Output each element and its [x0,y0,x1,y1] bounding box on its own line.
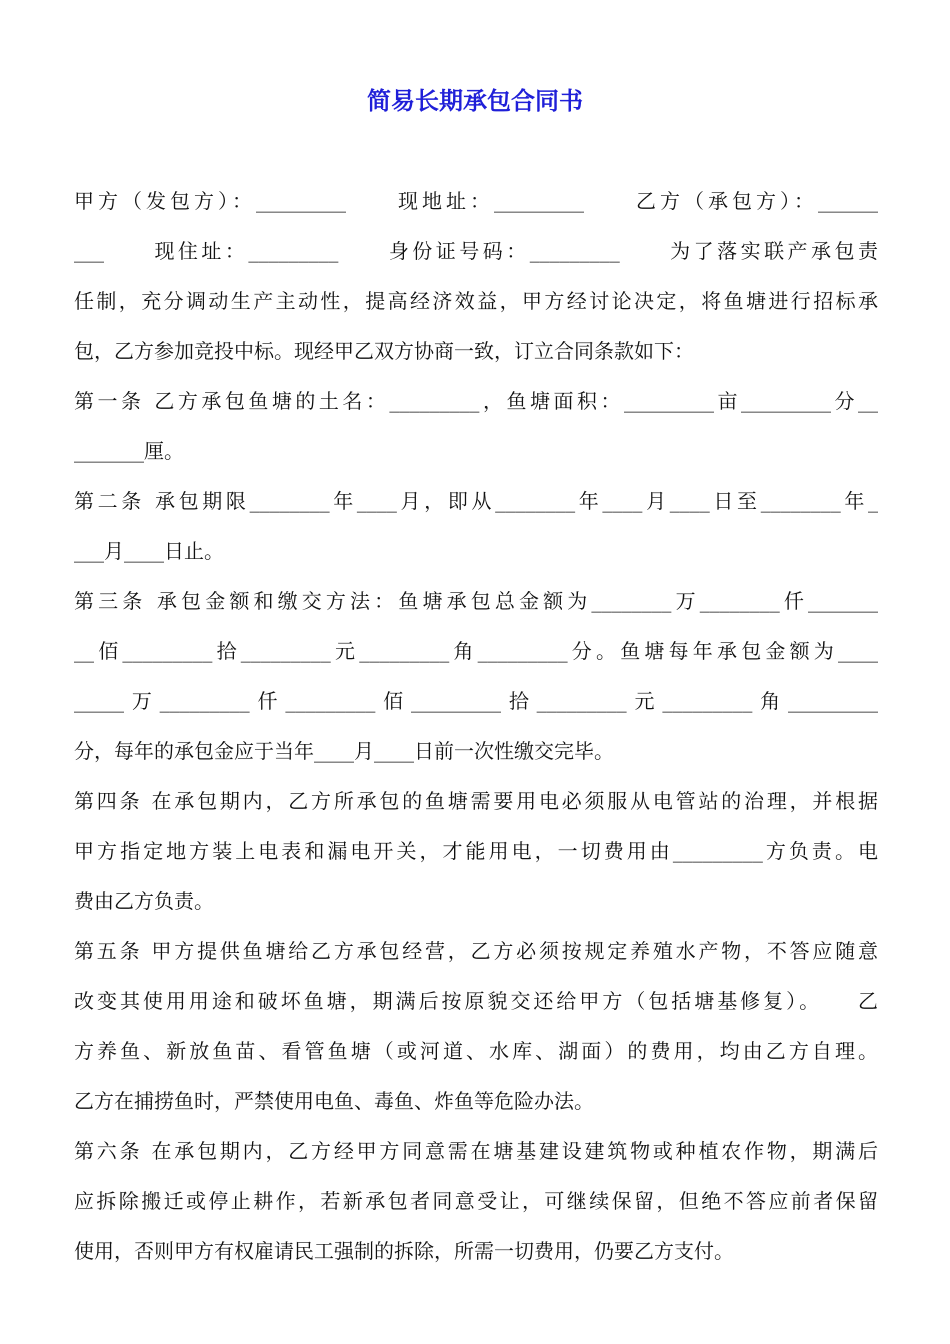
clause-3-line: 第三条 承包金额和缴交方法：鱼塘承包总金额为________万________仟_______ [74,589,878,613]
clause-4-line-2: 甲方指定地方装上电表和漏电开关，才能用电，一切费用由_________方负责。电 [74,839,878,863]
text-line-intro-end: 包，乙方参加竞投中标。现经甲乙双方协商一致，订立合同条款如下： [74,339,694,363]
clause-5-line-end: 乙方在捕捞鱼时，严禁使用电鱼、毒鱼、炸鱼等危险办法。 [74,1089,594,1113]
document-title: 简易长期承包合同书 [367,87,583,115]
clause-5-line: 第五条 甲方提供鱼塘给乙方承包经营，乙方必须按规定养殖水产物，不答应随意 [74,939,878,963]
clause-6-line-end: 使用，否则甲方有权雇请民工强制的拆除，所需一切费用，仍要乙方支付。 [74,1239,734,1263]
clause-6-line: 第六条 在承包期内，乙方经甲方同意需在塘基建设建筑物或种植农作物，期满后 [74,1139,878,1163]
clause-1-line-end: _______厘。 [74,439,184,463]
clause-4-line: 第四条 在承包期内，乙方所承包的鱼塘需要用电必须服从电管站的治理，并根据 [74,789,878,813]
text-line-party-info-cont: ___ 现住址：_________ 身份证号码：_________ 为了落实联产承包责 [74,239,878,263]
clause-5-line-3: 方养鱼、新放鱼苗、看管鱼塘（或河道、水库、湖面）的费用，均由乙方自理。 [74,1039,878,1063]
clause-3-line-2: __佰_________拾_________元_________角_________分。鱼塘每年承包金额为____ [74,639,878,663]
clause-2-line: 第二条 承包期限________年____月，即从________年____月____日至________年_ [74,489,878,513]
clause-1-line: 第一条 乙方承包鱼塘的土名：_________，鱼塘面积：_________亩_________分__ [74,389,878,413]
clause-3-line-3: _____万_________仟_________佰_________拾_________元_________角_________ [74,689,878,713]
clause-2-line-end: ___月____日止。 [74,539,224,563]
clause-6-line-2: 应拆除搬迁或停止耕作，若新承包者同意受让，可继续保留，但绝不答应前者保留 [74,1189,878,1213]
clause-3-line-end: 分，每年的承包金应于当年____月____日前一次性缴交完毕。 [74,739,614,763]
text-line-intro: 任制，充分调动生产主动性，提高经济效益，甲方经讨论决定，将鱼塘进行招标承 [74,289,878,313]
clause-4-line-end: 费由乙方负责。 [74,889,214,913]
text-line-party-info: 甲方（发包方）：_________ 现地址：_________ 乙方（承包方）：______ [74,189,878,213]
clause-5-line-2: 改变其使用用途和破坏鱼塘，期满后按原貌交还给甲方（包括塘基修复）。 乙 [74,989,878,1013]
